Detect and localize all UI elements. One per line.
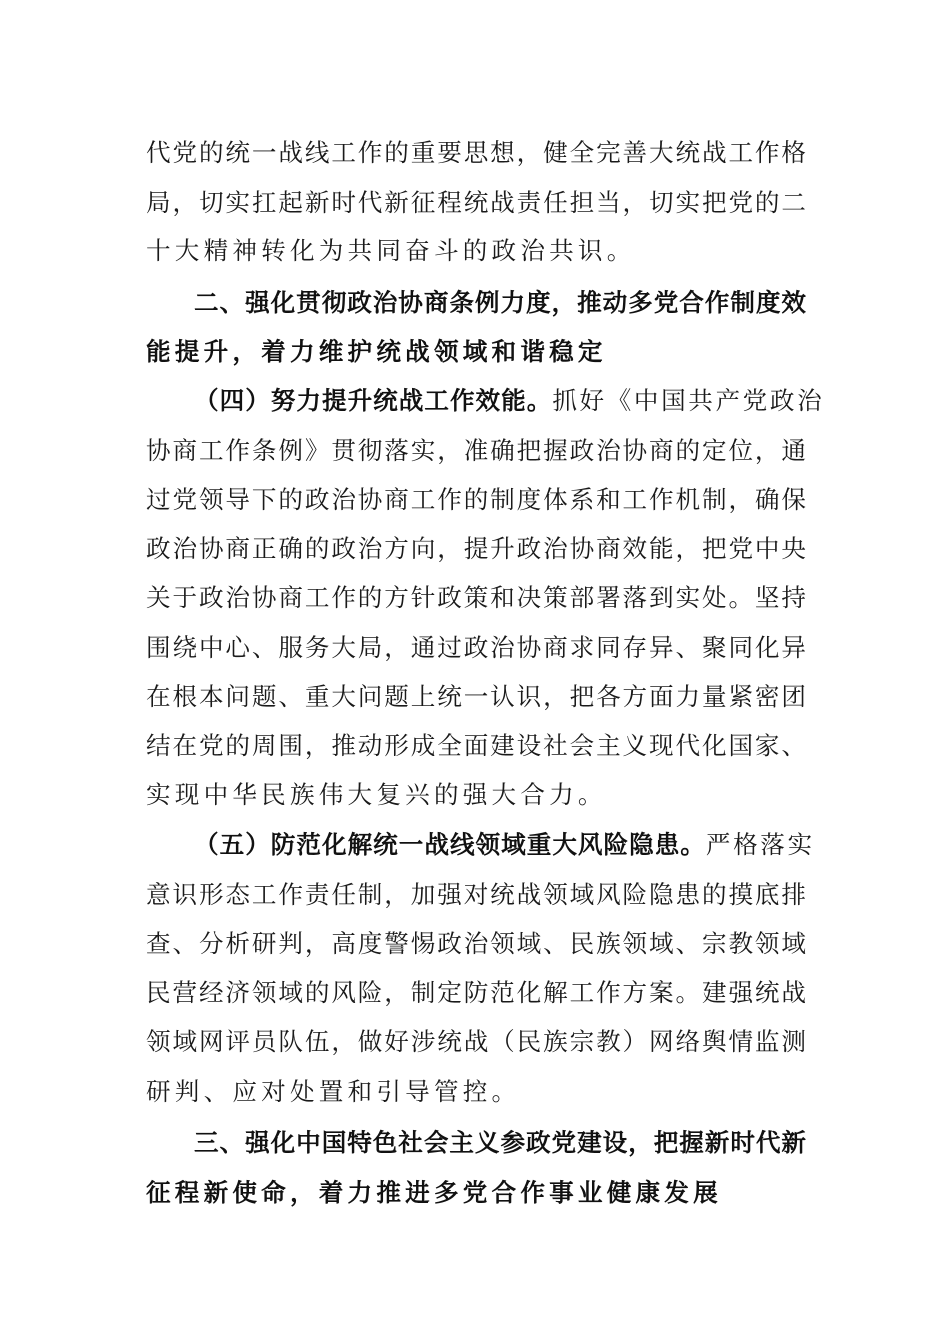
paragraph-line: 过党领导下的政治协商工作的制度体系和工作机制，确保 (146, 485, 806, 514)
section-heading-3-line2: 征程新使命，着力推进多党合作事业健康发展 (146, 1178, 722, 1207)
paragraph-line: 协商工作条例》贯彻落实，准确把握政治协商的定位，通 (146, 436, 806, 465)
subsection-5-title: （五）防范化解统一战线领域重大风险隐患。 (194, 830, 706, 859)
paragraph-line: 民营经济领域的风险，制定防范化解工作方案。建强统战 (146, 978, 806, 1007)
section-heading-3-line1: 三、强化中国特色社会主义参政党建设，把握新时代新 (194, 1128, 806, 1157)
subsection-5-text: 严格落实 (705, 830, 815, 859)
paragraph-line: 查、分析研判，高度警惕政治领域、民族领域、宗教领域 (146, 929, 806, 958)
section-heading-2-line1: 二、强化贯彻政治协商条例力度，推动多党合作制度效 (194, 288, 806, 317)
paragraph-line: 关于政治协商工作的方针政策和决策部署落到实处。坚持 (146, 583, 806, 612)
paragraph-line: 实现中华民族伟大复兴的强大合力。 (146, 780, 607, 809)
paragraph-line: 围绕中心、服务大局，通过政治协商求同存异、聚同化异 (146, 633, 806, 662)
paragraph-line: 意识形态工作责任制，加强对统战领域风险隐患的摸底排 (146, 880, 806, 909)
subsection-4-line1 (194, 386, 824, 416)
paragraph-line: 十大精神转化为共同奋斗的政治共识。 (146, 236, 636, 265)
paragraph-line: 结在党的周围，推动形成全面建设社会主义现代化国家、 (146, 731, 806, 760)
paragraph-line: 代党的统一战线工作的重要思想，健全完善大统战工作格 (146, 138, 806, 167)
section-heading-2-line2: 能提升，着力维护统战领域和谐稳定 (146, 337, 607, 366)
subsection-4-title: （四）努力提升统战工作效能。 (194, 386, 553, 415)
paragraph-line: 在根本问题、重大问题上统一认识，把各方面力量紧密团 (146, 682, 806, 711)
paragraph-line: 领域网评员队伍，做好涉统战（民族宗教）网络舆情监测 (146, 1027, 806, 1056)
paragraph-line: 研判、应对处置和引导管控。 (146, 1077, 521, 1106)
paragraph-line: 局，切实扛起新时代新征程统战责任担当，切实把党的二 (146, 188, 806, 217)
subsection-5-line1 (194, 830, 815, 860)
subsection-4-text: 抓好《中国共产党政治 (552, 386, 825, 415)
paragraph-line: 政治协商正确的政治方向，提升政治协商效能，把党中央 (146, 534, 806, 563)
